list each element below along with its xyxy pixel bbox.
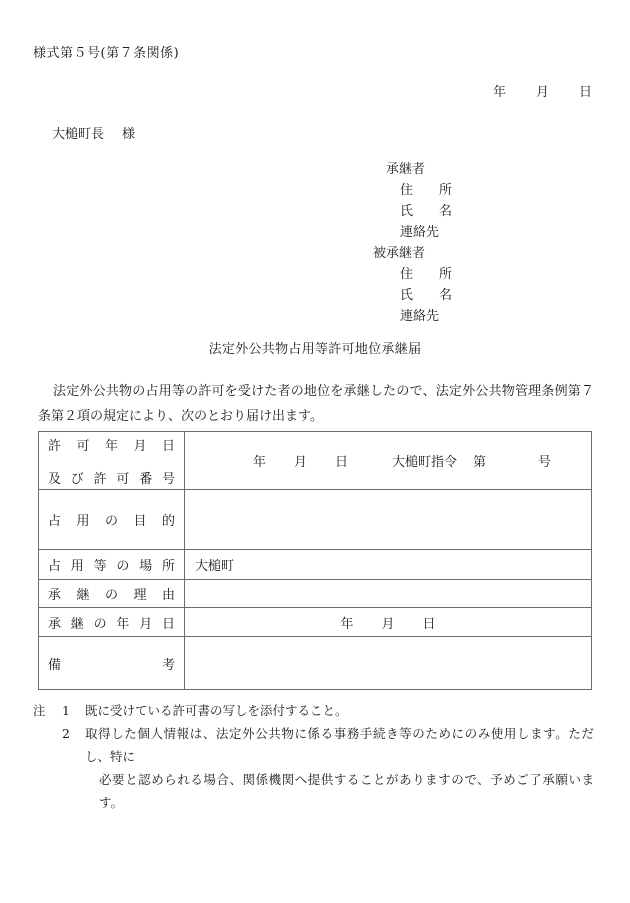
- row-label-permit-date-number: [39, 432, 185, 490]
- date-month-label: 月: [535, 85, 549, 100]
- row-value-occupancy-location[interactable]: 大槌町: [185, 550, 592, 580]
- row-label-line: 承継の年月日: [48, 616, 175, 632]
- row-value-succession-reason[interactable]: [185, 580, 592, 608]
- date-day-label: 日: [578, 85, 592, 100]
- note-number: 2: [62, 726, 70, 741]
- row-label-succession-date: [39, 608, 185, 637]
- application-table: [38, 431, 592, 690]
- successor-heading: 承継者: [386, 162, 426, 177]
- table-row: [39, 490, 592, 550]
- signature-block: [373, 159, 452, 327]
- note-item: [33, 699, 594, 722]
- row-value-occupancy-purpose[interactable]: [185, 490, 592, 550]
- successor-contact-label: 連絡先: [400, 225, 440, 240]
- date-line: [493, 81, 592, 100]
- row-label-occupancy-location: [39, 550, 185, 580]
- addressee-line: [52, 123, 135, 142]
- addressee-honorific: 様: [122, 127, 136, 142]
- successor-name-label: 氏 名: [400, 204, 452, 219]
- row-label-occupancy-purpose: [39, 490, 185, 550]
- predecessor-address-label: 住 所: [400, 267, 452, 282]
- table-row: [39, 580, 592, 608]
- successor-address-label: 住 所: [400, 183, 452, 198]
- succession-year-label: 年: [340, 616, 354, 632]
- row-label-remarks: [39, 637, 185, 690]
- table-row: [39, 432, 592, 490]
- permit-number-prefix-label: 第: [473, 455, 487, 470]
- predecessor-heading: 被承継者: [373, 246, 426, 261]
- row-value-succession-date[interactable]: [185, 608, 592, 637]
- row-value-permit-date-number[interactable]: [185, 432, 592, 490]
- note-text-line: 取得した個人情報は、法定外公共物に係る事務手続き等のためにのみ使用します。ただし、特に: [85, 726, 594, 764]
- permit-issuer-label: 大槌町指令: [392, 455, 458, 470]
- addressee-name: 大槌町長: [52, 127, 105, 142]
- succession-month-label: 月: [381, 616, 395, 632]
- predecessor-name-label: 氏 名: [400, 288, 452, 303]
- permit-number-suffix-label: 号: [538, 455, 552, 470]
- row-label-succession-reason: [39, 580, 185, 608]
- row-label-line: 備 考: [48, 657, 175, 673]
- note-item: [33, 722, 594, 814]
- notes-section: [33, 699, 594, 814]
- document-title: 法定外公共物占用等許可地位承継届: [208, 342, 422, 357]
- body-paragraph: [38, 379, 594, 429]
- note-text: 既に受けている許可書の写しを添付すること。: [85, 703, 348, 718]
- table-row: [39, 637, 592, 690]
- succession-date-line: [340, 617, 435, 632]
- predecessor-contact-label: 連絡先: [400, 309, 440, 324]
- row-label-line: 占用等の場所: [48, 559, 175, 574]
- row-label-line: 及び許可番号: [48, 471, 175, 487]
- permit-year-label: 年: [252, 455, 266, 470]
- permit-line: [225, 455, 551, 470]
- row-value-remarks[interactable]: [185, 637, 592, 690]
- permit-month-label: 月: [293, 455, 307, 470]
- row-label-line: 承継の理由: [48, 588, 175, 603]
- row-label-line: 許可年月日: [48, 438, 175, 454]
- table-row: [39, 550, 592, 580]
- note-text: [85, 722, 594, 814]
- date-year-label: 年: [492, 85, 506, 100]
- form-number: 様式第５号(第７条関係): [33, 46, 180, 61]
- notes-heading: 注: [33, 703, 46, 718]
- row-label-line: 占用の目的: [48, 514, 175, 529]
- permit-day-label: 日: [334, 455, 348, 470]
- note-text-continuation: 必要と認められる場合、関係機関へ提供することがありますので、予めご了承願います。: [99, 772, 594, 810]
- note-number: 1: [62, 703, 70, 718]
- table-row: [39, 608, 592, 637]
- body-paragraph-text: 法定外公共物の占用等の許可を受けた者の地位を承継したので、法定外公共物管理条例第７条第２項の規定により、次のとおり届け出ます。: [38, 384, 594, 424]
- succession-day-label: 日: [422, 616, 436, 632]
